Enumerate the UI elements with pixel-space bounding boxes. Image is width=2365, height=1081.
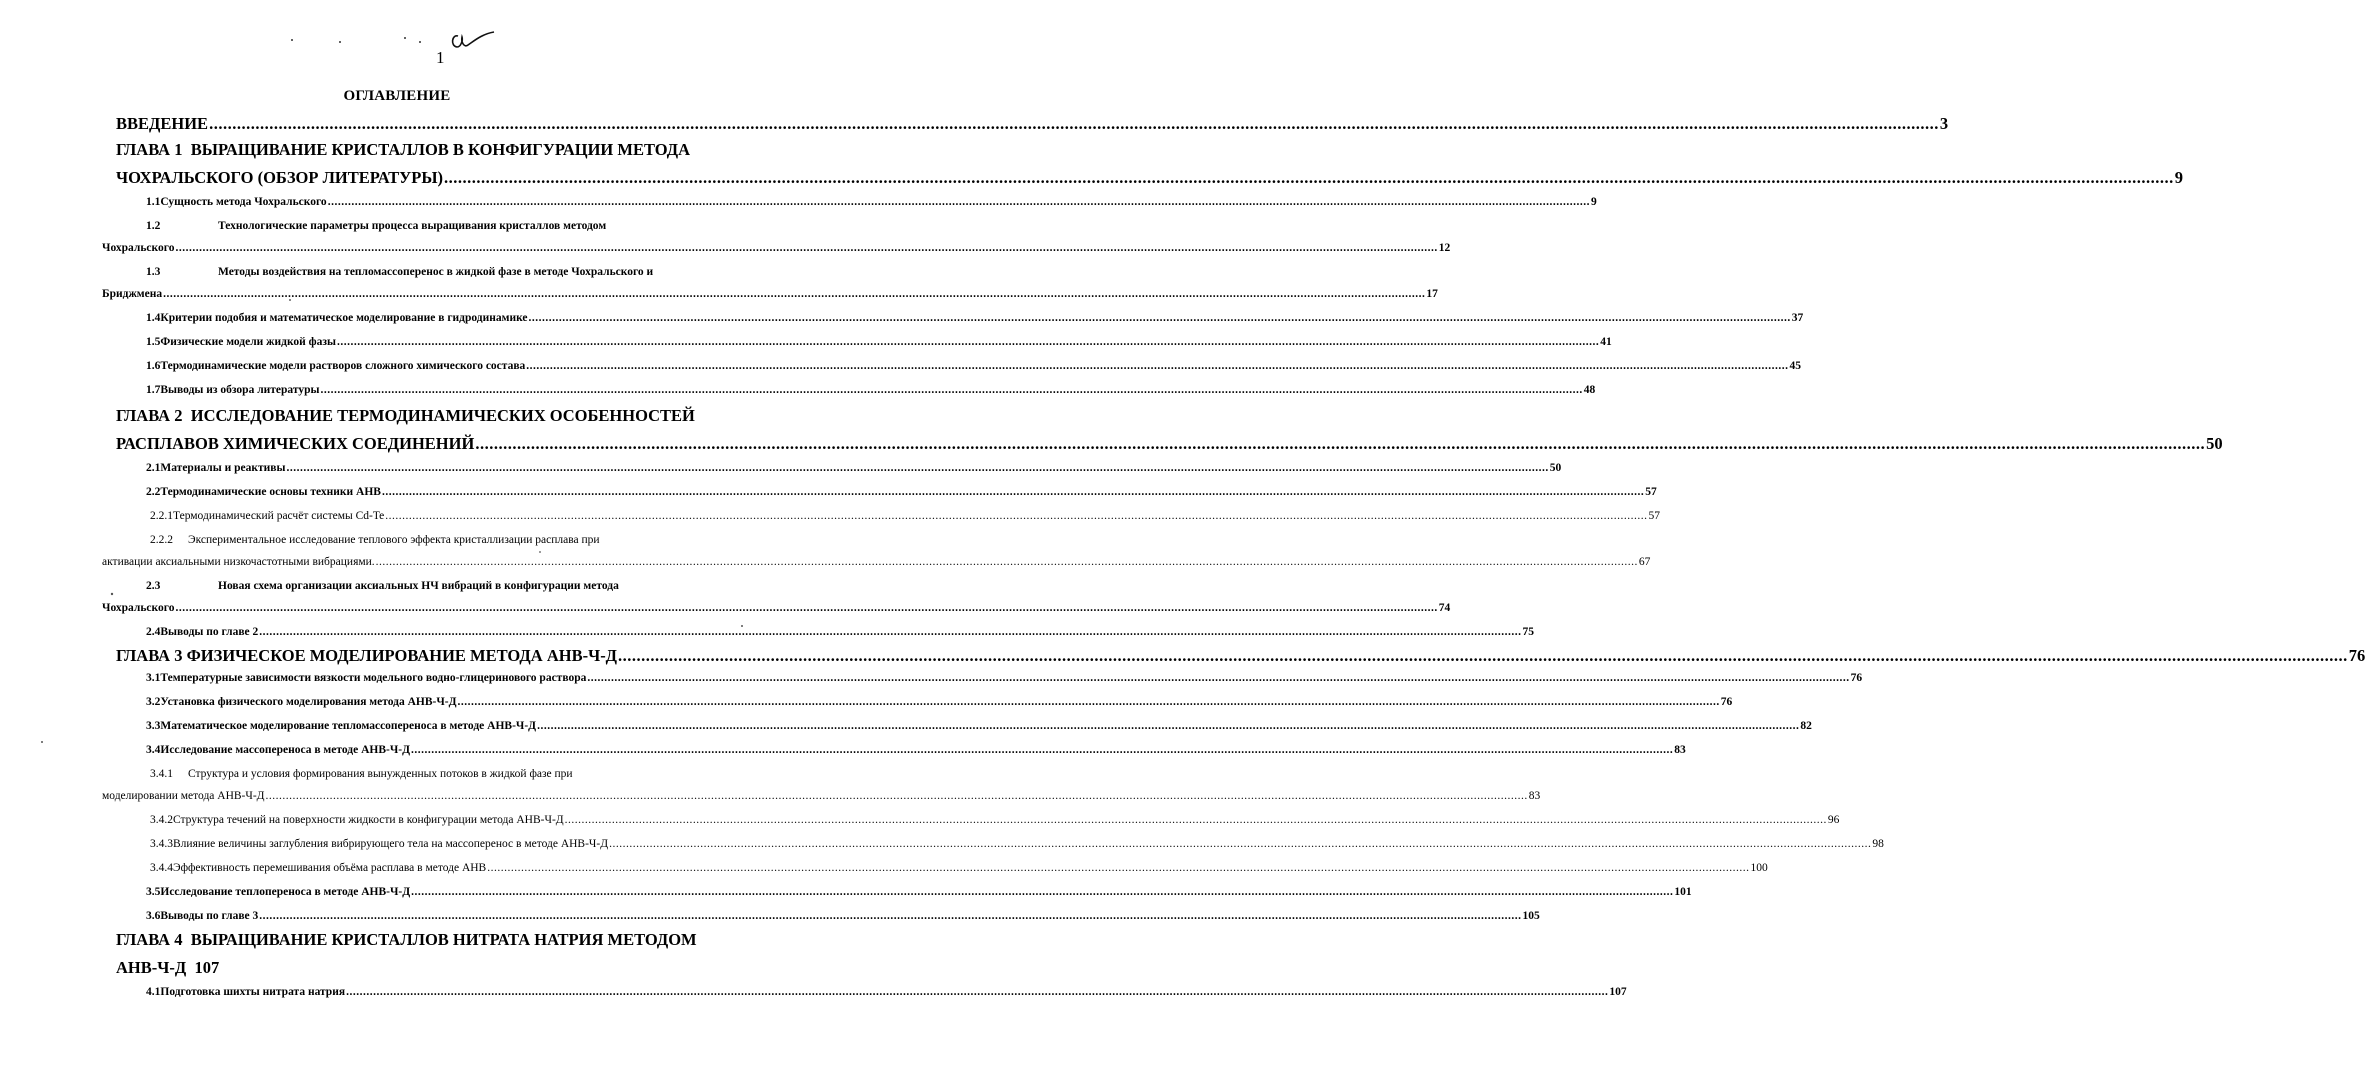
toc-entry-1-2[interactable] [146,220,750,232]
toc-entry-3-4-3[interactable] [150,838,1884,850]
entry-page: 41 [1600,336,1612,348]
leader-dots [163,288,1425,300]
entry-page: 96 [1827,814,1840,826]
toc-entry-3-2[interactable] [146,696,1733,708]
entry-number: 1.2 [146,220,161,232]
entry-page: 50 [1549,462,1562,474]
toc-entry-3-5[interactable] [146,886,1692,898]
entry-page: 9 [2174,168,2184,187]
toc-entry-2-1[interactable] [146,462,1562,474]
leader-dots [537,720,1799,732]
entry-title-cont: моделировании метода АНВ-Ч-Д [102,790,265,802]
toc-entry-3-4-2[interactable] [150,814,1840,826]
leader-dots [411,744,1673,756]
entry-title-cont: Бриджмена [102,288,163,300]
entry-page: 12 [1438,242,1451,254]
entry-title-cont: активации аксиальными низкочастотными вибрациями. [102,556,375,568]
leader-dots [385,510,1647,522]
entry-page: 107 [194,958,220,977]
entry-number: 3.4.1 [150,768,173,780]
entry-page: 82 [1800,720,1812,732]
entry-title: Выводы из обзора литературы [160,384,320,396]
entry-number: 1.1 [146,196,161,208]
entry-number: 2.1 [146,462,161,474]
entry-number: 1.3 [146,266,161,278]
leader-dots [618,646,2348,666]
toc-entry-chapter-4-cont[interactable] [116,958,720,978]
toc-entry-1-3[interactable] [146,266,750,278]
entry-number: 3.4.2 [150,814,173,826]
leader-dots [444,168,2174,188]
toc-entry-chapter-2-cont[interactable] [116,434,2223,454]
entry-title-cont: АНВ-Ч-Д [116,958,187,977]
leader-dots [328,196,1590,208]
entry-page: 101 [1674,886,1692,898]
entry-number: 1.5 [146,336,161,348]
leader-dots [526,360,1788,372]
entry-title-cont: РАСПЛАВОВ ХИМИЧЕСКИХ СОЕДИНЕНИЙ [116,434,475,453]
entry-title: Термодинамические основы техники АНВ [160,486,381,498]
toc-entry-1-1[interactable] [146,196,1597,208]
leader-dots [259,910,1521,922]
toc-entry-3-6[interactable] [146,910,1540,922]
entry-title: Эффективность перемешивания объёма расплава в методе АНВ [173,862,487,874]
toc-entry-chapter-3[interactable] [116,646,2365,666]
leader-dots [266,790,1528,802]
entry-title: Новая схема организации аксиальных НЧ вибраций в конфигурации метода [218,580,619,592]
entry-title: Подготовка шихты нитрата натрия [160,986,346,998]
entry-title: Структура течений на поверхности жидкости в конфигурации метода АНВ-Ч-Д [173,814,564,826]
entry-page: 83 [1528,790,1541,802]
leader-dots [487,862,1749,874]
toc-entry-3-4[interactable] [146,744,1686,756]
entry-number: 1.7 [146,384,161,396]
entry-page: 50 [2206,434,2223,453]
toc-entry-chapter-1-cont[interactable] [116,168,2184,188]
toc-entry-2-2-1[interactable] [150,510,1660,522]
entry-number: 3.3 [146,720,161,732]
entry-number: 3.1 [146,672,161,684]
toc-entry-1-5[interactable] [146,336,1612,348]
leader-dots [286,462,1548,474]
leader-dots [587,672,1849,684]
entry-page: 107 [1609,986,1627,998]
entry-number: 2.3 [146,580,161,592]
entry-number: ГЛАВА 3 [116,646,183,665]
entry-number: 4.1 [146,986,161,998]
entry-title: Выводы по главе 2 [160,626,259,638]
entry-page: 76 [1720,696,1733,708]
leader-dots [175,602,1437,614]
leader-dots [458,696,1720,708]
leader-dots [346,986,1608,998]
toc-entry-2-2[interactable] [146,486,1657,498]
entry-page: 17 [1426,288,1438,300]
entry-title: Методы воздействия на тепломассоперенос в жидкой фазе в методе Чохральского и [218,266,654,278]
leader-dots [609,838,1871,850]
entry-number: 2.2.1 [150,510,173,522]
entry-number: 3.4 [146,744,161,756]
entry-title: Термодинамические модели растворов сложного химического состава [160,360,526,372]
leader-dots [529,312,1791,324]
entry-number: 3.5 [146,886,161,898]
toc-entry-2-2-2-cont[interactable] [102,556,1651,568]
leader-dots [411,886,1673,898]
entry-page: 105 [1522,910,1540,922]
leader-dots [337,336,1599,348]
leader-dots [376,556,1638,568]
entry-title-cont: Чохральского [102,242,175,254]
entry-page: 98 [1872,838,1884,850]
toc-entry-3-4-1[interactable] [150,768,754,780]
entry-number: ГЛАВА 2 [116,406,183,425]
entry-page: 75 [1522,626,1535,638]
entry-page: 3 [1939,114,1949,133]
entry-number: 2.4 [146,626,161,638]
entry-title: Физические модели жидкой фазы [160,336,336,348]
leader-dots [475,434,2205,454]
leader-dots [382,486,1644,498]
page-number: 1 [436,48,445,67]
entry-title: ИССЛЕДОВАНИЕ ТЕРМОДИНАМИЧЕСКИХ ОСОБЕННОСТЕЙ [190,406,695,425]
leader-dots [259,626,1521,638]
toc-entry-3-3[interactable] [146,720,1812,732]
entry-title: ФИЗИЧЕСКОЕ МОДЕЛИРОВАНИЕ МЕТОДА АНВ-Ч-Д [186,646,618,665]
entry-title: Математическое моделирование тепломассопереноса в методе АНВ-Ч-Д [160,720,537,732]
toc-entry-chapter-1[interactable] [116,140,720,160]
entry-title: Сущность метода Чохральского [160,196,327,208]
leader-dots [175,242,1437,254]
toc-title: ОГЛАВЛЕНИЕ [343,88,451,104]
entry-title: ВЫРАЩИВАНИЕ КРИСТАЛЛОВ НИТРАТА НАТРИЯ МЕТОДОМ [190,930,697,949]
toc-entry-1-6[interactable] [146,360,1802,372]
entry-title: Выводы по главе 3 [160,910,259,922]
entry-number: ГЛАВА 1 [116,140,183,159]
entry-number: 3.2 [146,696,161,708]
entry-page: 100 [1750,862,1768,874]
entry-title: Структура и условия формирования вынужденных потоков в жидкой фазе при [188,768,573,780]
toc-entry-3-1[interactable] [146,672,1863,684]
toc-entry-3-4-4[interactable] [150,862,1768,874]
toc-entry-2-2-2[interactable] [150,534,754,546]
entry-number: ГЛАВА 4 [116,930,183,949]
entry-page: 45 [1789,360,1802,372]
leader-dots [209,114,1939,134]
entry-title: ВЫРАЩИВАНИЕ КРИСТАЛЛОВ В КОНФИГУРАЦИИ МЕТОДА [190,140,691,159]
entry-number: 1.6 [146,360,161,372]
entry-title-cont: ЧОХРАЛЬСКОГО (ОБЗОР ЛИТЕРАТУРЫ) [116,168,444,187]
toc-entry-2-3-cont[interactable] [102,602,1451,614]
toc-entry-2-3[interactable] [146,580,750,592]
entry-page: 57 [1645,486,1657,498]
entry-title: Температурные зависимости вязкости модельного водно-глицеринового раствора [160,672,587,684]
entry-page: 74 [1438,602,1451,614]
entry-number: 3.6 [146,910,161,922]
toc-entry-1-7[interactable] [146,384,1596,396]
entry-page: 76 [1850,672,1863,684]
toc-entry-chapter-2[interactable] [116,406,720,426]
toc-entry-4-1[interactable] [146,986,1627,998]
entry-title: Влияние величины заглубления вибрирующего тела на массоперенос в методе АНВ-Ч-Д [173,838,609,850]
entry-number: 2.2 [146,486,161,498]
handwritten-mark-icon [448,28,496,54]
entry-title: Исследование массопереноса в методе АНВ-Ч-Д [160,744,411,756]
entry-page: 83 [1674,744,1686,756]
entry-title: Материалы и реактивы [160,462,286,474]
entry-page: 37 [1791,312,1804,324]
leader-dots [321,384,1583,396]
entry-number: 3.4.4 [150,862,173,874]
toc-entry-introduction[interactable] [116,114,1949,134]
entry-title: Установка физического моделирования метода АНВ-Ч-Д [160,696,457,708]
entry-number: 2.2.2 [150,534,173,546]
toc-entry-1-3-cont[interactable] [102,288,1438,300]
entry-page: 76 [2348,646,2365,665]
entry-title: ВВЕДЕНИЕ [116,114,209,133]
leader-dots [565,814,1827,826]
entry-page: 48 [1583,384,1596,396]
entry-title: Критерии подобия и математическое моделирование в гидродинамике [160,312,528,324]
toc-entry-1-2-cont[interactable] [102,242,1451,254]
entry-number: 3.4.3 [150,838,173,850]
toc-entry-2-4[interactable] [146,626,1535,638]
toc-entry-3-4-1-cont[interactable] [102,790,1541,802]
toc-entry-chapter-4[interactable] [116,930,720,950]
entry-number: 1.4 [146,312,161,324]
entry-page: 57 [1648,510,1660,522]
entry-title: Технологические параметры процесса выращивания кристаллов методом [218,220,607,232]
toc-entry-1-4[interactable] [146,312,1804,324]
entry-title: Исследование теплопереноса в методе АНВ-Ч-Д [160,886,411,898]
entry-page: 67 [1638,556,1651,568]
entry-title: Экспериментальное исследование теплового эффекта кристаллизации расплава при [188,534,600,546]
entry-page: 9 [1590,196,1597,208]
entry-title: Термодинамический расчёт системы Cd-Te [173,510,385,522]
entry-title-cont: Чохральского [102,602,175,614]
